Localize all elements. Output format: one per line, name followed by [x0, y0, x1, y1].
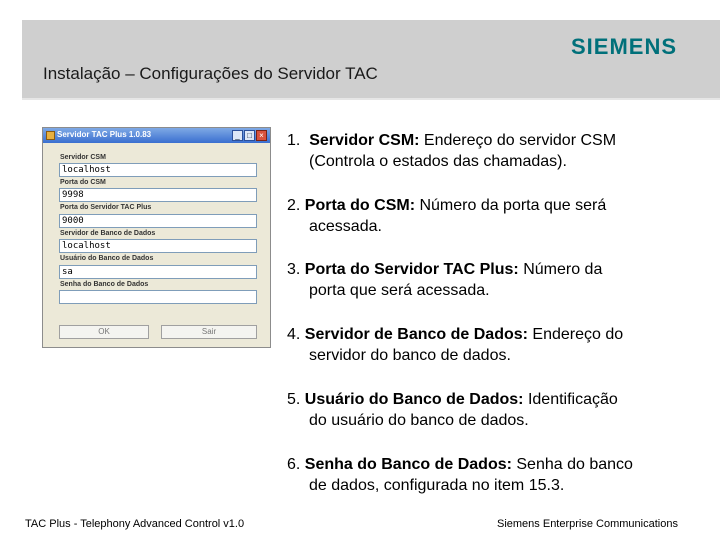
item-desc-cont: porta que será acessada.	[309, 282, 490, 299]
dialog-titlebar	[43, 128, 270, 143]
list-item	[287, 389, 618, 431]
minimize-icon[interactable]: _	[232, 130, 243, 141]
item-number: 1.	[287, 132, 301, 149]
sair-button[interactable]: Sair	[161, 325, 257, 339]
list-item	[287, 195, 606, 237]
item-desc-cont: acessada.	[309, 218, 382, 235]
item-number: 4.	[287, 326, 301, 343]
list-item	[287, 130, 616, 172]
item-desc: Número da porta que será	[415, 197, 607, 214]
field-label-servidor-csm: Servidor CSM	[60, 154, 106, 161]
servidor-banco-input[interactable]: localhost	[59, 239, 257, 253]
porta-tac-input[interactable]: 9000	[59, 214, 257, 228]
list-item	[287, 454, 633, 496]
item-desc: Número da	[518, 261, 603, 278]
item-number: 2.	[287, 197, 301, 214]
list-item	[287, 259, 602, 301]
footer-company: Siemens Enterprise Communications	[497, 518, 678, 530]
item-term: Servidor de Banco de Dados:	[304, 326, 528, 343]
siemens-logo: SIEMENS	[571, 34, 678, 59]
porta-csm-input[interactable]: 9998	[59, 188, 257, 202]
list-item	[287, 324, 623, 366]
usuario-banco-input[interactable]: sa	[59, 265, 257, 279]
maximize-icon[interactable]: □	[244, 130, 255, 141]
ok-button[interactable]: OK	[59, 325, 149, 339]
item-number: 5.	[287, 391, 301, 408]
app-icon	[46, 131, 55, 140]
item-desc: Endereço do	[527, 326, 624, 343]
item-number: 3.	[287, 261, 301, 278]
field-label-senha-banco: Senha do Banco de Dados	[60, 281, 149, 288]
field-label-usuario-banco: Usuário do Banco de Dados	[60, 255, 154, 262]
item-term: Porta do Servidor TAC Plus:	[304, 261, 519, 278]
item-term: Servidor CSM:	[309, 132, 420, 149]
field-label-porta-csm: Porta do CSM	[60, 179, 106, 186]
footer-product: TAC Plus - Telephony Advanced Control v1.0	[25, 518, 245, 530]
slide-title: Instalação – Configurações do Servidor TAC	[43, 64, 378, 83]
item-number: 6.	[287, 456, 301, 473]
item-term: Senha do Banco de Dados:	[304, 456, 512, 473]
servidor-csm-input[interactable]: localhost	[59, 163, 257, 177]
item-term: Porta do CSM:	[304, 197, 416, 214]
item-desc: Identificação	[523, 391, 618, 408]
close-icon[interactable]: ×	[256, 130, 267, 141]
item-desc-cont: de dados, configurada no item 15.3.	[309, 477, 565, 494]
item-desc: Endereço do servidor CSM	[419, 132, 617, 149]
item-term: Usuário do Banco de Dados:	[304, 391, 524, 408]
header-divider	[22, 98, 720, 100]
dialog-title: Servidor TAC Plus 1.0.83	[57, 130, 152, 139]
field-label-servidor-banco: Servidor de Banco de Dados	[60, 230, 156, 237]
item-desc-cont: servidor do banco de dados.	[309, 347, 511, 364]
item-desc: Senha do banco	[511, 456, 633, 473]
senha-banco-input[interactable]	[59, 290, 257, 304]
field-label-porta-tac: Porta do Servidor TAC Plus	[60, 204, 152, 211]
item-desc-cont: (Controla o estados das chamadas).	[309, 153, 567, 170]
config-dialog-screenshot	[42, 127, 271, 348]
item-desc-cont: do usuário do banco de dados.	[309, 412, 529, 429]
